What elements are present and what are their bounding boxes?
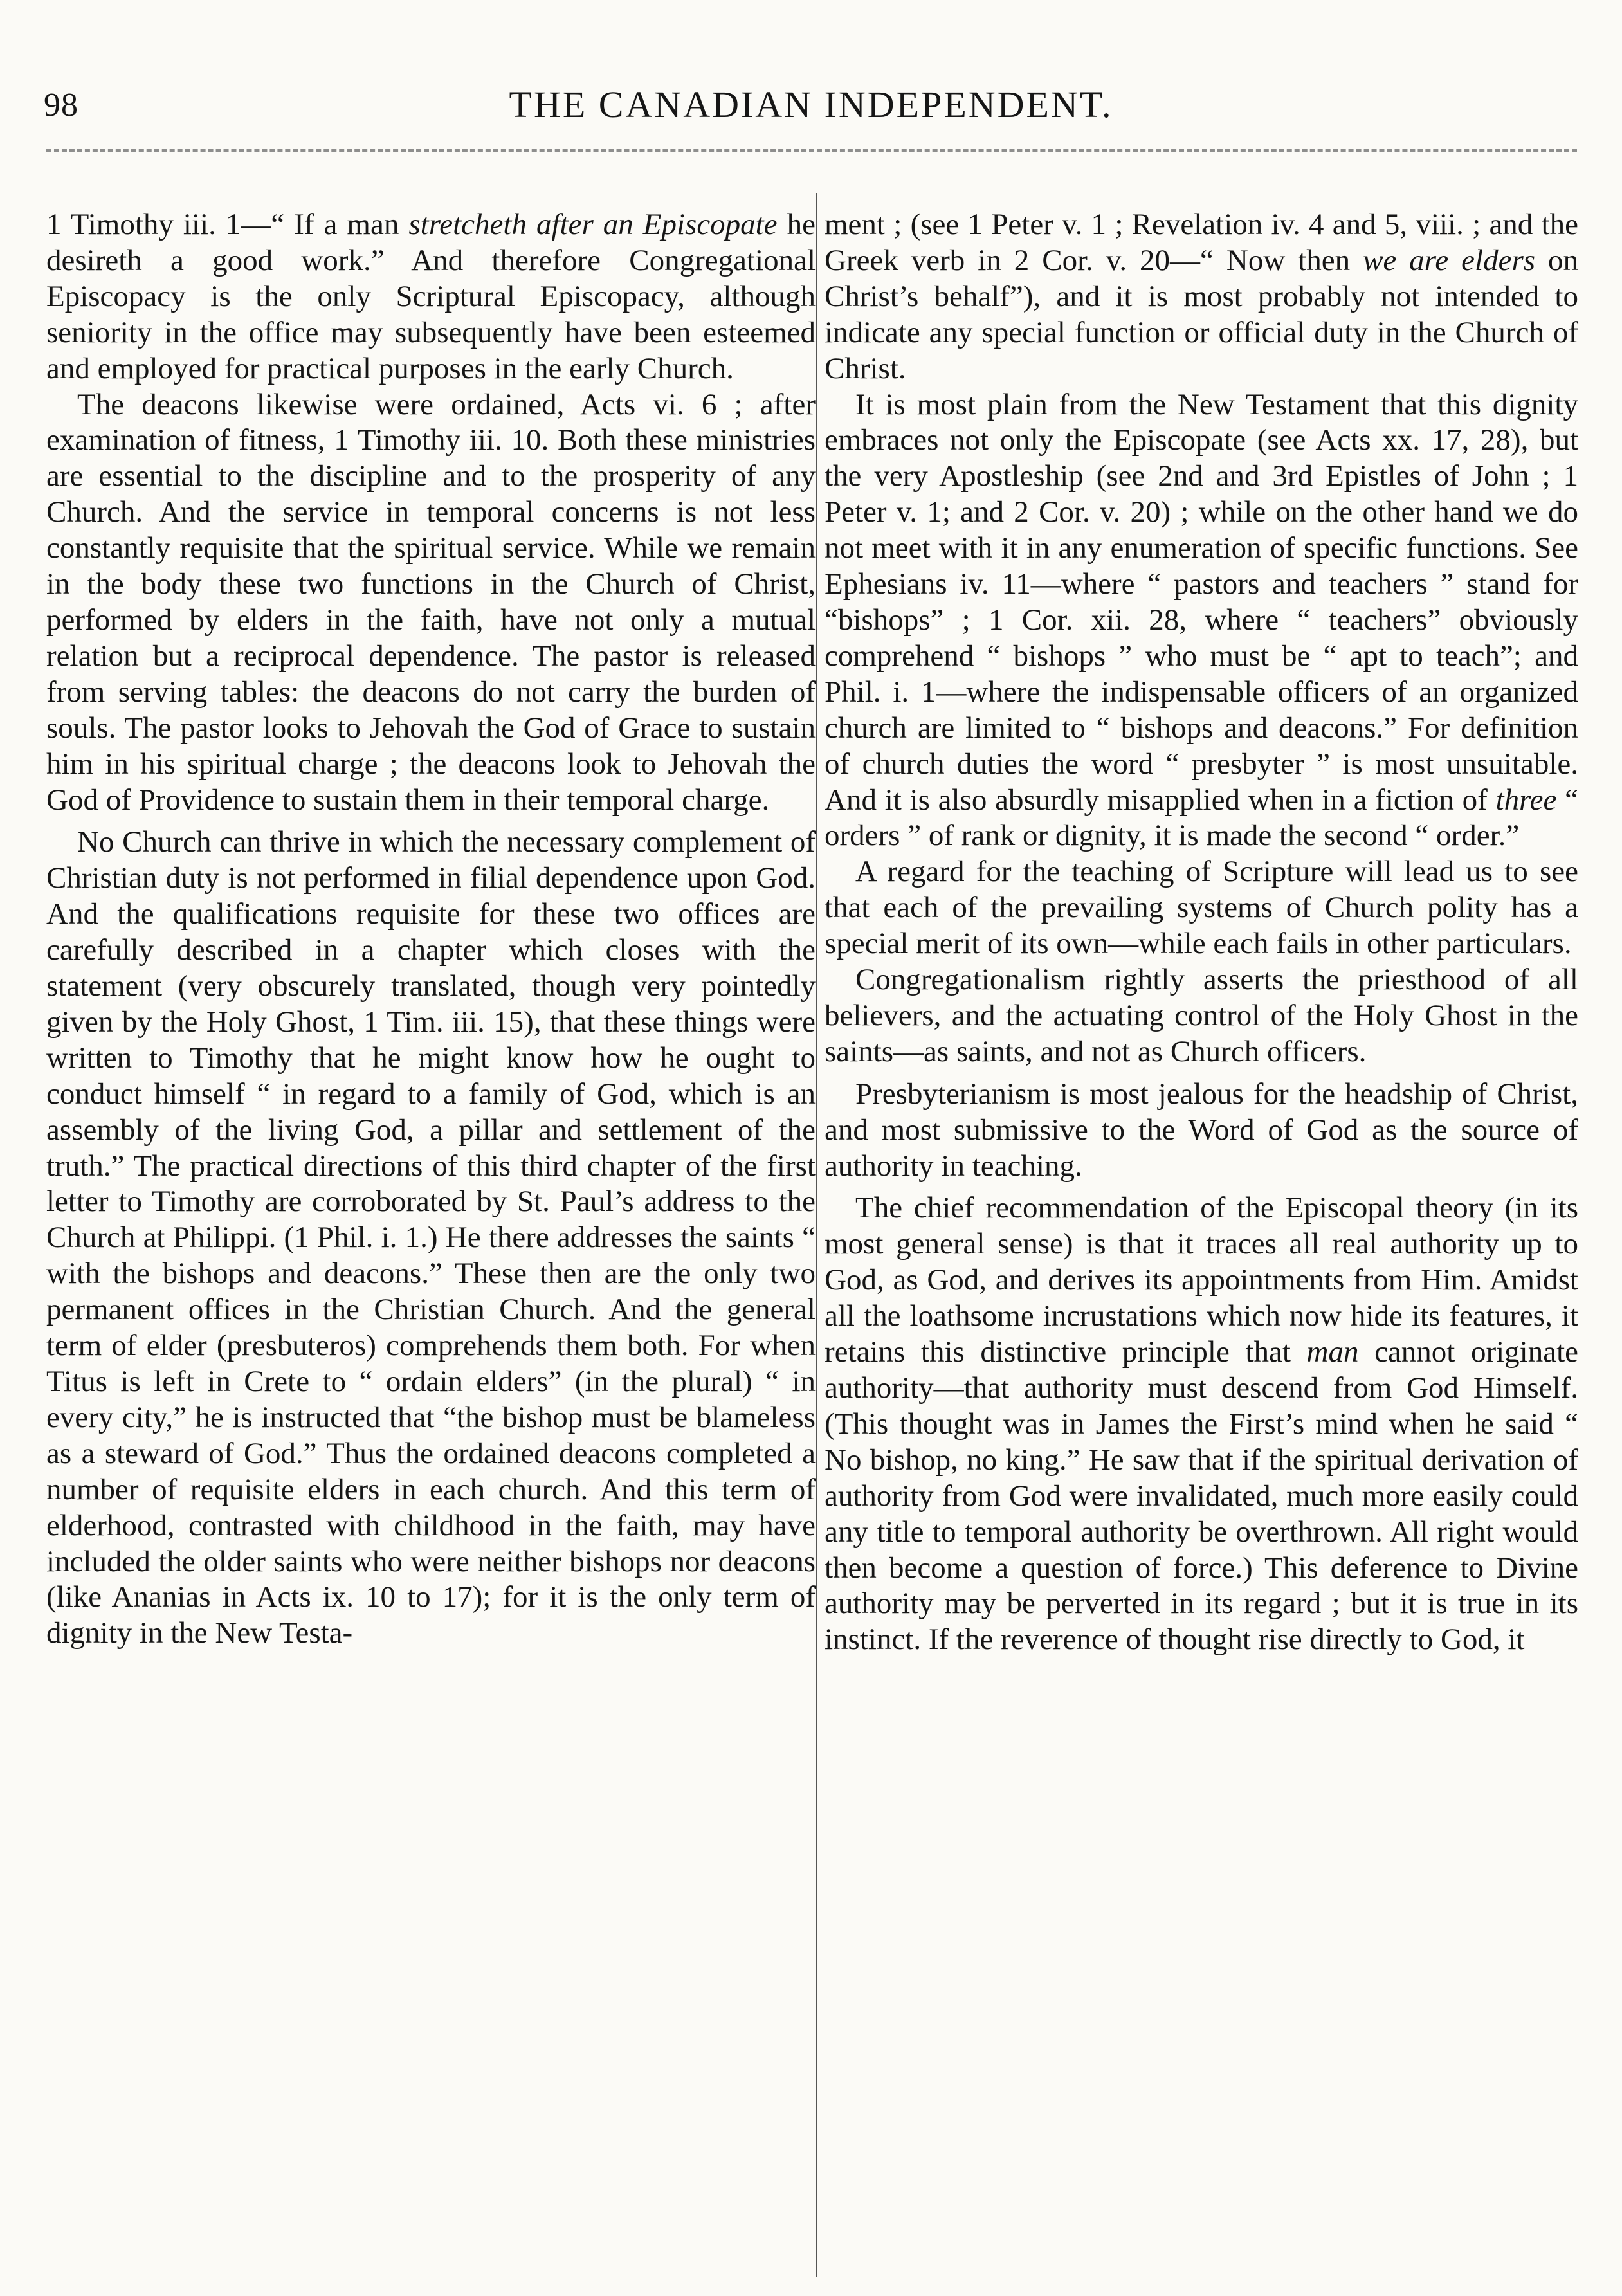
text-run: “ orders ” of rank or dignity, it is made the second “ order.” (825, 783, 1578, 853)
right-column (825, 207, 1578, 1658)
italic-text: three (1495, 783, 1557, 817)
text-run: on Christ’s behalf”), and it is most probably not intended to indicate any special function or official duty in the Church of Christ. (825, 243, 1579, 385)
italic-text: we are elders (1363, 243, 1536, 277)
text-run: cannot originate authority—that authority must descend from God Himself. (This thought was in James the First’s mind when he said “ No bishop, no king.” He saw that if the spiritual derivation of authority from God were invalidated, much more easily could any title to temporal authority be overthrown. All right would then become a question of force.) This deference to Divine authority may be perverted in its regard ; but it is true in its instinct. If the reverence of thought rise directly to God, it (825, 1335, 1579, 1657)
paragraph-deacons: The deacons likewise were ordained, Acts vi. 6 ; after examination of fitness, 1 Timothy iii. 10. Both these ministries are essential to the discipline and to the prosperity of any Church. And the service in temporal concerns is not less constantly requisite that the spiritual service. While we remain in the body these two functions in the Church of Christ, performed by elders in the faith, have not only a mutual relation but a reciprocal dependence. The pastor is released from serving tables: the deacons do not carry the burden of souls. The pastor looks to Jehovah the God of Grace to sustain him in his spiritual charge ; the deacons look to Jehovah the God of Providence to sustain them in their temporal charge. (46, 387, 816, 817)
text-run: It is most plain from the New Testament that this dignity embraces not only the Episcopate (see Acts xx. 17, 28), but the very Apostleship (see 2nd and 3rd Epistles of John ; 1 Peter v. 1; and 2 Cor. v. 20) ; while on the other hand we do not meet with it in any enumeration of specific functions. See Ephesians iv. 11—where “ pastors and teachers ” stand for “bishops” ; 1 Cor. xii. 28, where “ teachers” obviously comprehend “ bishops ” who must be “ apt to teach”; and Phil. i. 1—where the indispensable officers of an organized church are limited to “ bishops and deacons.” For definition of church duties the word “ presbyter ” is most unsuitable. And it is also absurdly misapplied when in a fiction of (825, 387, 1578, 817)
paragraph-church-polity: A regard for the teaching of Scripture will lead us to see that each of the prevailing systems of Church polity has a special merit of its own—while each fails in other particulars. (825, 855, 1578, 961)
header-rule (46, 149, 1577, 152)
paragraph-continued-testament (825, 207, 1578, 387)
left-column (46, 207, 816, 1652)
paragraph-dignity (825, 387, 1578, 855)
paragraph-no-church: No Church can thrive in which the necessary complement of Christian duty is not performed in filial dependence upon God. And the qualifications requisite for these two offices are carefully described in a chapter which closes with the statement (very obscurely translated, though very pointedly given by the Holy Ghost, 1 Tim. iii. 15), that these things were written to Timothy that he might know how he ought to conduct himself “ in regard to a family of God, which is an assembly of the living God, a pillar and settlement of the truth.” The practical directions of this third chapter of the first letter to Timothy are corroborated by St. Paul’s address to the Church at Philippi. (1 Phil. i. 1.) He there addresses the saints “ with the bishops and deacons.” These then are the only two permanent offices in the Christian Church. And the general term of elder (presbuteros) comprehends them both. For when Titus is left in Crete to “ ordain elders” (in the plural) “ in every city,” he is instructed that “the bishop must be blameless as a steward of God.” Thus the ordained deacons completed a number of requisite elders in each church. And this term of elderhood, contrasted with childhood in the faith, may have included the older saints who were neither bishops nor deacons (like Ananias in Acts ix. 10 to 17); for it is the only term of dignity in the New Testa- (46, 825, 816, 1650)
paragraph-congregationalism: Congregationalism rightly asserts the priesthood of all believers, and the actuating control of the Holy Ghost in the saints—as saints, and not as Church officers. (825, 963, 1578, 1068)
paragraph-episcopal-theory (825, 1190, 1578, 1658)
paragraph-episcopate (46, 207, 816, 387)
text-run: he desireth a good work.” And therefore Congregational Episcopacy is the only Scriptural Episcopacy, although seniority in the office may subsequently have been esteemed and employed for practical purposes in the early Church. (46, 208, 816, 385)
text-run: 1 Timothy iii. 1—“ If a man (46, 208, 409, 241)
page-number: 98 (44, 87, 78, 123)
text-run: ment ; (see 1 Peter v. 1 ; Revelation iv. 4 and 5, viii. ; and the Greek verb in 2 Cor. v. 20—“ Now then (825, 208, 1578, 277)
italic-text: man (1306, 1335, 1359, 1369)
italic-text: stretcheth after an Episcopate (408, 208, 778, 241)
text-run: The chief recommendation of the Episcopal theory (in its most general sense) is that it traces all real authority up to God, as God, and derives its appointments from Him. Amidst all the loathsome incrustations which now hide its features, it retains this distinctive principle that (825, 1191, 1578, 1369)
paragraph-presbyterianism: Presbyterianism is most jealous for the headship of Christ, and most submissive to the Word of God as the source of authority in teaching. (825, 1077, 1578, 1183)
running-title: THE CANADIAN INDEPENDENT. (509, 84, 1113, 125)
column-divider (816, 193, 817, 2277)
